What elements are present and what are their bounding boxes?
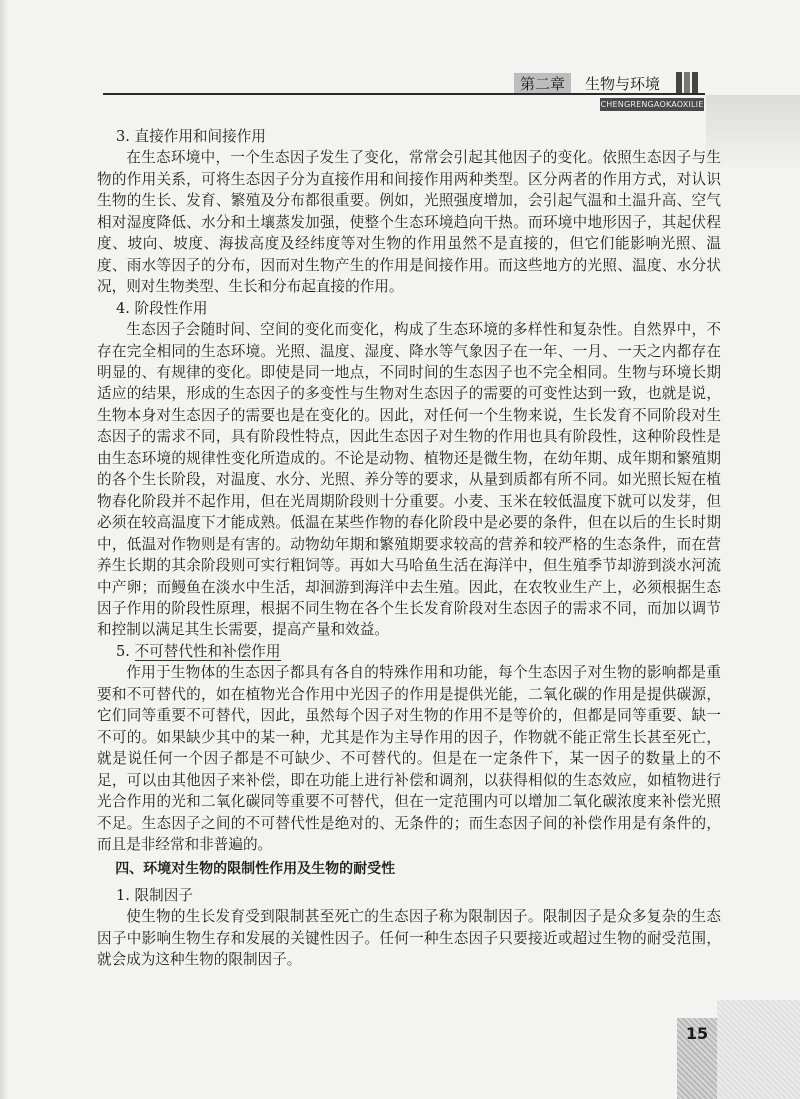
header-rule (103, 93, 705, 95)
paragraph-3-1: 在生态环境中，一个生态因子发生了变化，常常会引起其他因子的变化。依照生态因子与生物的作用关系，可将生态因子分为直接作用和间接作用两种类型。区分两者的作用方式，对认识生物的生长、发育、繁殖及分布都很重要。例如，光照强度增加，会引起气温和土温升高、空气相对湿度降低、水分和土壤蒸发加强，使整个生态环境趋向干热。而环境中地形因子，其起伏程度、坡向、坡度、海拔高度及经纬度等对生物的作用虽然不是直接的，但它们能影响光照、温度、雨水等因子的分布，因而对生物产生的作用是间接作用。而这些地方的光照、温度、水分状况，则对生物类型、生长和分布起直接的作用。 (97, 149, 721, 296)
chapter-label: 第二章 (514, 73, 571, 95)
section-heading-5-number: 5. (115, 642, 135, 660)
page-number: 15 (685, 1024, 709, 1043)
chapter-title: 生物与环境 (585, 75, 661, 93)
section-heading-5 (97, 641, 721, 662)
subsection-heading-limiting-factor: 1. 限制因子 (115, 886, 193, 904)
corner-shade (717, 1000, 800, 1099)
paragraph-4-1: 生态因子会随时间、空间的变化而变化，构成了生态环境的多样性和复杂性。自然界中，不存在完全相同的生态环境。光照、温度、湿度、降水等气象因子在一年、一月、一天之内都存在明显的、有规律的变化。即使是同一地点，不同时间的生态因子也不完全相同。生物与环境长期适应的结果，形成的生态因子的多变性与生物对生态因子的需要的可变性达到一致，也就是说，生物本身对生态因子的需要也是在变化的。因此，对任何一个生物来说，生长发育不同阶段对生态因子的需求不同，具有阶段性特点，因此生态因子对生物的作用也具有阶段性，这种阶段性是由生态环境的规律性变化所造成的。不论是动物、植物还是微生物，在幼年期、成年期和繁殖期的各个生长阶段，对温度、水分、光照、养分等的要求，从量到质都有所不同。如光照长短在植物春化阶段并不起作用，但在光周期阶段则十分重要。小麦、玉米在较低温度下就可以发芽，但必须在较高温度下才能成熟。低温在某些作物的春化阶段中是必要的条件，但在以后的生长时期中，低温对作物则是有害的。动物幼年期和繁殖期要求较高的营养和较严格的生态条件，而在营养生长期的其余阶段则可实行粗饲等。再如大马哈鱼生活在海洋中，但生殖季节却游到淡水河流中产卵；而鳗鱼在淡水中生活，却洄游到海洋中去生殖。因此，在农牧业生产上，必须根据生态因子作用的阶段性原理，根据不同生物在各个生长发育阶段对生态因子的需求不同，而加以调节和控制以满足其生长需要，提高产量和效益。 (97, 321, 721, 639)
paragraph-5-1: 作用于生物体的生态因子都具有各自的特殊作用和功能，每个生态因子对生物的影响都是重要和不可替代的，如在植物光合作用中光因子的作用是提供光能，二氧化碳的作用是提供碳源，它们同等重要不可替代，因此，虽然每个因子对生物的作用不是等价的，但都是同等重要、缺一不可的。如果缺少其中的某一种，尤其是作为主导作用的因子，作物就不能正常生长甚至死亡，就是说任何一个因子都是不可缺少、不可替代的。但是在一定条件下，某一因子的数量上的不足，可以由其他因子来补偿，即在功能上进行补偿和调剂，以获得相似的生态效应，如植物进行光合作用的光和二氧化碳同等重要不可替代，但在一定范围内可以增加二氧化碳浓度来补偿光照不足。生态因子之间的不可替代性是绝对的、无条件的；而生态因子间的补偿作用是有条件的，而且是非经常和非普遍的。 (97, 664, 721, 853)
series-pinyin-label: CHENGRENGAOKAOXILIE (600, 100, 704, 109)
section-heading-3: 3. 直接作用和间接作用 (115, 128, 266, 145)
paragraph-limiting-factor: 使生物的生长发育受到限制甚至死亡的生态因子称为限制因子。限制因子是众多复杂的生态因子中影响生物生存和发展的关键性因子。任何一种生态因子只要接近或超过生物的耐受范围，就会成为这种生物的限制因子。 (97, 908, 721, 969)
page-edge-shade (0, 0, 8, 1099)
chapter-section-heading-four: 四、环境对生物的限制性作用及生物的耐受性 (115, 861, 396, 878)
section-heading-5-text: 不可替代性和补偿作用 (134, 642, 281, 660)
header-bars-decoration (676, 72, 700, 94)
section-heading-4: 4. 阶段性作用 (115, 299, 208, 317)
page-body (97, 126, 721, 971)
